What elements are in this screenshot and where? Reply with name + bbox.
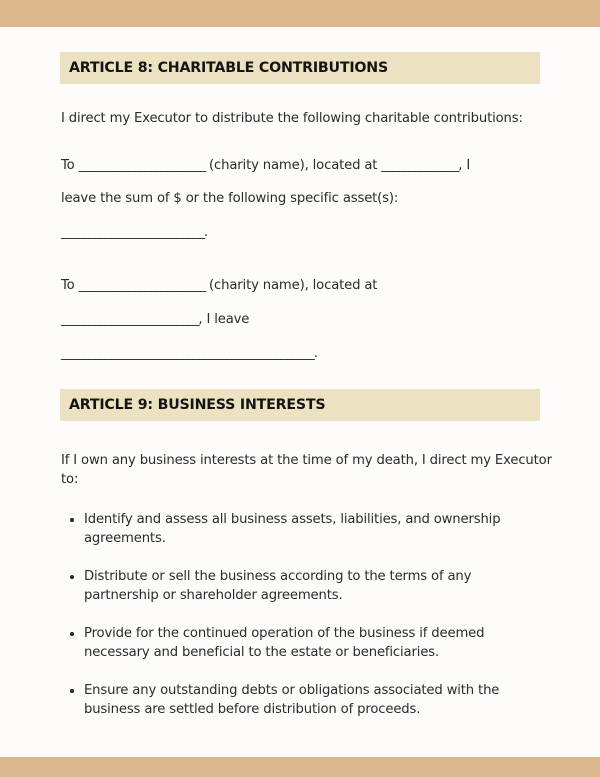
list-item-line: Distribute or sell the business according to the terms of any — [84, 569, 472, 584]
list-item-line: agreements. — [84, 531, 166, 546]
list-item — [70, 510, 540, 548]
list-item — [70, 567, 540, 605]
asset-blank[interactable]: ______________________________________________ — [61, 346, 314, 361]
list-item-line: necessary and beneficial to the estate or beneficiaries. — [84, 645, 439, 660]
article-9-heading: ARTICLE 9: BUSINESS INTERESTS — [60, 389, 540, 421]
charity-name-label: (charity name), located at — [209, 158, 378, 173]
charity-2-asset-line — [61, 345, 318, 363]
bullet-icon — [70, 632, 74, 636]
top-decorative-bar — [0, 0, 600, 27]
list-item-line: partnership or shareholder agreements. — [84, 588, 343, 603]
asset-blank[interactable]: __________________________ — [61, 225, 204, 240]
to-label: To — [61, 158, 75, 173]
charity-1-sum-line: leave the sum of $ or the following specific asset(s): — [61, 191, 399, 206]
charity-name-blank[interactable]: _______________________ — [78, 158, 205, 173]
charity-name-label: (charity name), located at — [209, 278, 378, 293]
line-end: , I leave — [198, 312, 250, 327]
list-item-line: Ensure any outstanding debts or obligations associated with the — [84, 683, 500, 698]
list-item — [70, 624, 540, 662]
charity-name-blank[interactable]: _______________________ — [78, 278, 205, 293]
business-instructions-list — [70, 510, 540, 738]
bullet-icon — [70, 518, 74, 522]
charity-location-blank[interactable]: _________________________ — [61, 312, 199, 327]
article-8-intro: I direct my Executor to distribute the following charitable contributions: — [61, 111, 523, 126]
charity-1-asset-line — [61, 224, 208, 242]
bullet-icon — [70, 689, 74, 693]
list-item-line: Provide for the continued operation of the business if deemed — [84, 626, 485, 641]
list-item-line: Identify and assess all business assets, liabilities, and ownership — [84, 512, 501, 527]
charity-2-location-line — [61, 311, 249, 329]
bottom-decorative-bar — [0, 757, 600, 777]
charity-2-line — [61, 277, 377, 295]
list-item — [70, 681, 540, 719]
list-item-line: business are settled before distribution of proceeds. — [84, 702, 421, 717]
bullet-icon — [70, 575, 74, 579]
charity-1-line — [61, 157, 470, 175]
line-end: . — [313, 346, 318, 361]
article-8-heading: ARTICLE 8: CHARITABLE CONTRIBUTIONS — [60, 52, 540, 84]
line-end: . — [203, 225, 208, 240]
line-end: , I — [458, 158, 471, 173]
to-label: To — [61, 278, 75, 293]
article-9-intro-line-2: to: — [61, 472, 79, 487]
article-9-intro-line-1: If I own any business interests at the time of my death, I direct my Executor — [61, 453, 552, 468]
charity-location-blank[interactable]: ______________ — [381, 158, 459, 173]
